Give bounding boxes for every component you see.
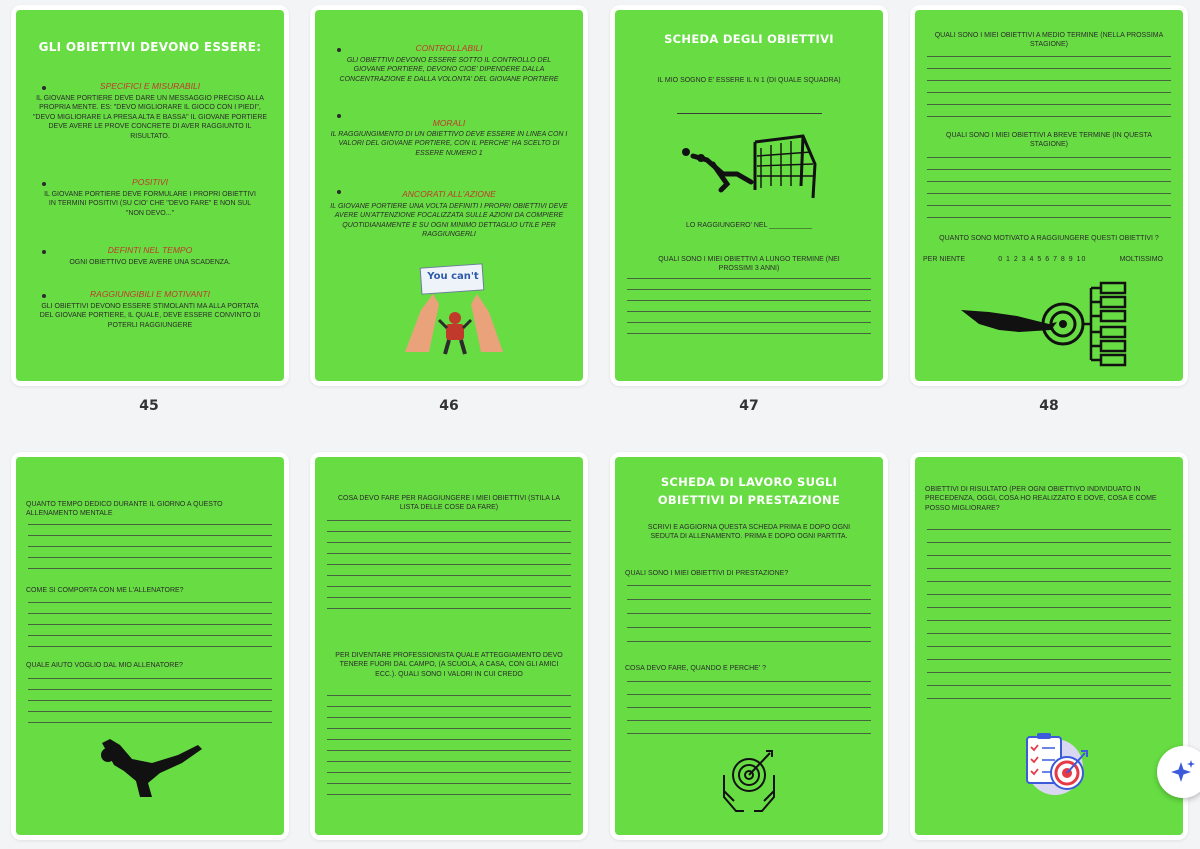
page-51-title-line2: OBIETTIVI DI PRESTAZIONE: [657, 493, 841, 507]
goal-heading-controllable: CONTROLLABILI: [415, 43, 483, 53]
magic-assistant-button[interactable]: [1157, 746, 1200, 798]
goal-heading-positive: POSITIVI: [132, 177, 168, 187]
dream-answer-line: [677, 113, 822, 114]
attitude-question: PER DIVENTARE PROFESSIONISTA QUALE ATTEGGIAMENTO DEVO TENERE FUORI DAL CAMPO, (A SCUOLA, A CASA, CON GLI AMICI ECC.). QUALI SONO I VALORI IN CUI CREDO: [335, 652, 563, 678]
dream-question: IL MIO SOGNO E' ESSERE IL N 1 (DI QUALE SQUADRA): [657, 77, 841, 84]
page-45-title: GLI OBIETTIVI DEVONO ESSERE:: [38, 40, 262, 54]
coach-behaviour-question: COME SI COMPORTA CON ME L'ALLENATORE?: [26, 587, 184, 594]
diving-goalkeeper-and-goal-icon: [677, 130, 827, 202]
medium-term-question: QUALI SONO I MIEI OBIETTIVI A MEDIO TERMINE (NELLA PROSSIMA STAGIONE): [934, 32, 1164, 49]
goal-body-controllable: GLI OBIETTIVI DEVONO ESSERE SOTTO IL CONTROLLO DEL GIOVANE PORTIERE, DEVONO CIOE' DIPENDERE DALLA CONCENTRAZIONE E DALLA VOLONTA' DEL GIOVANE PORTIERE: [339, 57, 559, 83]
long-term-answer-lines: [627, 278, 871, 334]
page-46-canvas: [315, 10, 583, 381]
coach-help-answer-lines: [28, 678, 272, 723]
goal-heading-reachable: RAGGIUNGIBILI E MOTIVANTI: [90, 289, 210, 299]
page-thumbnail-48[interactable]: [910, 5, 1188, 386]
page-number-46: 46: [439, 398, 459, 414]
page-47-canvas: [615, 10, 883, 381]
checklist-target-icon: [1015, 729, 1095, 799]
scale-left-label: PER NIENTE: [923, 256, 966, 263]
todo-list-question: COSA DEVO FARE PER RAGGIUNGERE I MIEI OBIETTIVI (STILA LA LISTA DELLE COSE DA FARE): [337, 495, 561, 512]
hands-holding-sign-goalkeeper-illustration: [399, 260, 509, 355]
goal-heading-moral: MORALI: [432, 118, 466, 128]
page-number-47: 47: [739, 398, 759, 414]
short-term-question: QUALI SONO I MIEI OBIETTIVI A BREVE TERMINE (IN QUESTA STAGIONE): [946, 132, 1152, 149]
coach-help-question: QUALE AIUTO VOGLIO DAL MIO ALLENATORE?: [26, 662, 183, 669]
what-when-why-question: COSA DEVO FARE, QUANDO E PERCHE' ?: [625, 665, 766, 672]
goalkeeper-silhouette-icon: [94, 737, 204, 799]
page-47-title: SCHEDA DEGLI OBIETTIVI: [664, 32, 834, 46]
reach-question: LO RAGGIUNGERO' NEL ___________: [686, 222, 812, 229]
scale-numbers[interactable]: 0 1 2 3 4 5 6 7 8 9 10: [998, 256, 1087, 263]
mental-training-time-question: QUANTO TEMPO DEDICO DURANTE IL GIORNO A QUESTO ALLENAMENTO MENTALE: [26, 501, 223, 518]
medium-term-answer-lines: [927, 56, 1171, 117]
motivation-question: QUANTO SONO MOTIVATO A RAGGIUNGERE QUESTI OBIETTIVI ?: [939, 235, 1159, 242]
page-thumbnail-49[interactable]: [11, 452, 289, 840]
goal-heading-action: ANCORATI ALL'AZIONE: [402, 189, 496, 199]
page-52-canvas: [915, 457, 1183, 835]
mental-training-answer-lines: [28, 524, 272, 569]
goal-body-moral: IL RAGGIUNGIMENTO DI UN OBIETTIVO DEVE ESSERE IN LINEA CON I VALORI DEL GIOVANE PORTIERE, CON IL PERCHE' HA SCELTO DI ESSERE NUMERO 1: [330, 131, 568, 157]
page-51-canvas: [615, 457, 883, 835]
coach-behaviour-answer-lines: [28, 602, 272, 647]
todo-list-answer-lines: [327, 520, 571, 609]
page-number-48: 48: [1039, 398, 1059, 414]
page-thumbnail-51[interactable]: [610, 452, 888, 840]
hands-holding-target-icon: [718, 747, 780, 817]
long-term-question: QUALI SONO I MIEI OBIETTIVI A LUNGO TERMINE (NEI PROSSIMI 3 ANNI): [658, 256, 840, 273]
motivation-scale: [923, 256, 1163, 263]
goal-body-action: IL GIOVANE PORTIERE UNA VOLTA DEFINITI I PROPRI OBIETTIVI DEVE AVERE UN'ATTENZIONE FOCALIZZATA SULLE AZIONI DA COMPIERE QUOTIDIANAMENTE E SU OGNI MINIMO DETTAGLIO UTILE PER RAGGIUNGERLI: [330, 203, 568, 239]
result-goals-answer-lines: [927, 529, 1171, 699]
page-51-title-line1: SCHEDA DI LAVORO SUGLI: [660, 475, 838, 489]
what-when-why-answer-lines: [627, 681, 871, 734]
goal-body-timed: OGNI OBIETTIVO DEVE AVERE UNA SCADENZA.: [69, 259, 231, 266]
page-thumbnail-47[interactable]: [610, 5, 888, 386]
goal-body-reachable: GLI OBIETTIVI DEVONO ESSERE STIMOLANTI MA ALLA PORTATA DEL GIOVANE PORTIERE, IL QUALE, DEVE ESSERE CONVINTO DI POTERLI RAGGIUNGERE: [39, 303, 261, 329]
goal-body-positive: IL GIOVANE PORTIERE DEVE FORMULARE I PROPRI OBIETTIVI IN TERMINI POSITIVI (SU CIO' CHE "DEVO FARE" E NON SUL "NON DEVO...": [44, 191, 256, 217]
page-thumbnail-50[interactable]: [310, 452, 588, 840]
attitude-answer-lines: [327, 695, 571, 795]
goal-heading-specific: SPECIFICI E MISURABILI: [99, 81, 201, 91]
worksheet-intro: SCRIVI E AGGIORNA QUESTA SCHEDA PRIMA E DOPO OGNI SEDUTA DI ALLENAMENTO. PRIMA E DOPO OGNI PARTITA.: [647, 524, 851, 541]
short-term-answer-lines: [927, 157, 1171, 218]
scale-right-label: MOLTISSIMO: [1119, 256, 1163, 263]
sign-text: You can't: [427, 271, 479, 282]
goal-heading-timed: DEFINTI NEL TEMPO: [107, 245, 193, 255]
page-thumbnail-52[interactable]: [910, 452, 1188, 840]
goalkeeper-and-target-flowchart-icon: [959, 278, 1139, 368]
sparkle-icon: [1169, 758, 1197, 786]
goal-body-specific: IL GIOVANE PORTIERE DEVE DARE UN MESSAGGIO PRECISO ALLA PROPRIA MENTE. ES: "DEVO MIGLIORARE IL GIOCO CON I PIEDI", "DEVO MIGLIORARE LA PRESA ALTA E BASSA" IL GIOVANE PORTIERE DEVE AVERE LE PROVE CONCRETE DI AVER RAGGIUNTO IL RISULTATO.: [32, 95, 268, 140]
page-45-canvas: [16, 10, 284, 381]
page-number-45: 45: [139, 398, 159, 414]
performance-goals-question: QUALI SONO I MIEI OBIETTIVI DI PRESTAZIONE?: [625, 570, 789, 577]
page-thumbnail-45[interactable]: [11, 5, 289, 386]
page-48-canvas: [915, 10, 1183, 381]
page-thumbnail-46[interactable]: [310, 5, 588, 386]
result-goals-question: OBIETTIVI DI RISULTATO (PER OGNI OBIETTIVO INDIVIDUATO IN PRECEDENZA, OGGI, COSA HO REALIZZATO E DOVE, COSA E COME POSSO MIGLIORARE?: [925, 486, 1157, 512]
page-49-canvas: [16, 457, 284, 835]
page-50-canvas: [315, 457, 583, 835]
performance-goals-answer-lines: [627, 585, 871, 642]
